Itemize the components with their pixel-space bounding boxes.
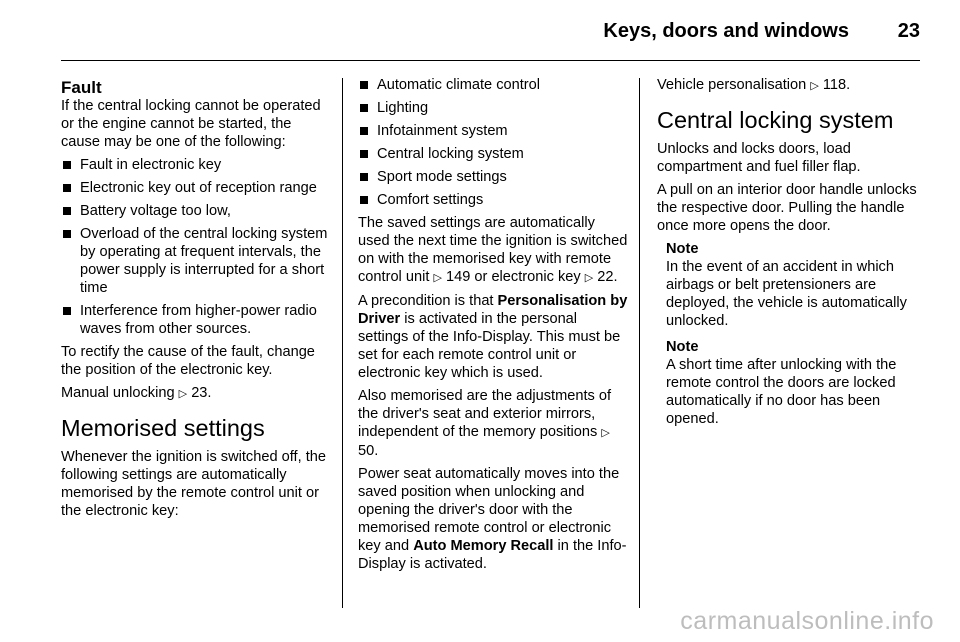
list-item: Lighting (358, 99, 628, 117)
bullet-icon (63, 184, 71, 192)
bullet-icon (63, 207, 71, 215)
list-item: Infotainment system (358, 122, 628, 140)
bullet-icon (63, 307, 71, 315)
bullet-icon (360, 127, 368, 135)
bullet-icon (360, 173, 368, 181)
page-reference-icon: ▷ (178, 387, 188, 400)
page-reference-icon: ▷ (584, 271, 594, 284)
list-item: Central locking system (358, 145, 628, 163)
bullet-icon (360, 104, 368, 112)
bullet-icon (63, 230, 71, 238)
central-locking-heading: Central locking system (657, 107, 894, 133)
list-item: Automatic climate control (358, 76, 628, 94)
memorised-settings-heading: Memorised settings (61, 415, 265, 441)
note-body: In the event of an accident in which airbags or belt pretensioners are deployed, the vehicle is automatically unlocked. (666, 259, 907, 329)
list-item: Battery voltage too low, (61, 202, 329, 220)
fault-heading: Fault (61, 78, 102, 97)
page-number: 23 (897, 20, 920, 42)
note-body: A short time after unlocking with the remote control the doors are locked automatically if no door has been opened. (666, 357, 897, 427)
door-handle-text: A pull on an interior door handle unlocks the respective door. Pulling the handle once more opens the door. (657, 182, 917, 234)
note-title: Note (666, 339, 699, 355)
column-2 (358, 76, 628, 578)
list-item: Fault in electronic key (61, 156, 329, 174)
memorised-intro: Whenever the ignition is switched off, the following settings are automatically memorised by the remote control unit or the electronic key: (61, 449, 326, 519)
vehicle-personalisation-link[interactable]: Vehicle personalisation ▷ 118. (657, 77, 851, 93)
bullet-icon (360, 150, 368, 158)
manual-unlocking-link[interactable]: Manual unlocking ▷ 23. (61, 385, 212, 401)
list-item: Electronic key out of reception range (61, 179, 329, 197)
header-divider (61, 60, 920, 61)
saved-settings-text: The saved settings are automatically used the next time the ignition is switched on with the memorised key with remote control unit ▷ 149 or electronic key ▷ 22. (358, 215, 628, 285)
list-item: Overload of the central locking system by operating at frequent intervals, the power supply is interrupted for a short time (61, 225, 329, 297)
also-memorised-text: Also memorised are the adjustments of the driver's seat and exterior mirrors, independent of the memory positions ▷ 50. (358, 388, 612, 459)
bullet-icon (63, 161, 71, 169)
page-reference-icon: ▷ (810, 79, 819, 92)
column-3 (657, 76, 927, 433)
rectify-text: To rectify the cause of the fault, change the position of the electronic key. (61, 344, 315, 378)
bullet-icon (360, 196, 368, 204)
section-title: Keys, doors and windows (603, 20, 849, 42)
column-divider-2 (639, 78, 640, 608)
fault-intro: If the central locking cannot be operated or the engine cannot be started, the cause may be one of the following: (61, 98, 321, 150)
central-locking-intro: Unlocks and locks doors, load compartment and fuel filler flap. (657, 141, 861, 175)
page-header (0, 0, 960, 62)
list-item: Sport mode settings (358, 168, 628, 186)
fault-list (61, 156, 329, 338)
column-divider-1 (342, 78, 343, 608)
note-title: Note (666, 241, 699, 257)
page-reference-icon: ▷ (601, 426, 610, 439)
column-1 (61, 76, 329, 525)
list-item: Comfort settings (358, 191, 628, 209)
memorised-list (358, 76, 628, 209)
note-accident (666, 240, 927, 330)
note-autolock (666, 338, 927, 428)
power-seat-text: Power seat automatically moves into the saved position when unlocking and opening the driver's door with the memorised remote control or electronic key and Auto Memory Recall in the Info-Display is activated. (358, 466, 627, 572)
page-reference-icon: ▷ (433, 271, 442, 284)
watermark: carmanualsonline.info (680, 607, 934, 635)
bullet-icon (360, 81, 368, 89)
list-item: Interference from higher-power radio waves from other sources. (61, 302, 329, 338)
precondition-text: A precondition is that Personalisation by Driver is activated in the personal settings of the Info-Display. This must be set for each remote control unit or electronic key which is used. (358, 293, 628, 381)
